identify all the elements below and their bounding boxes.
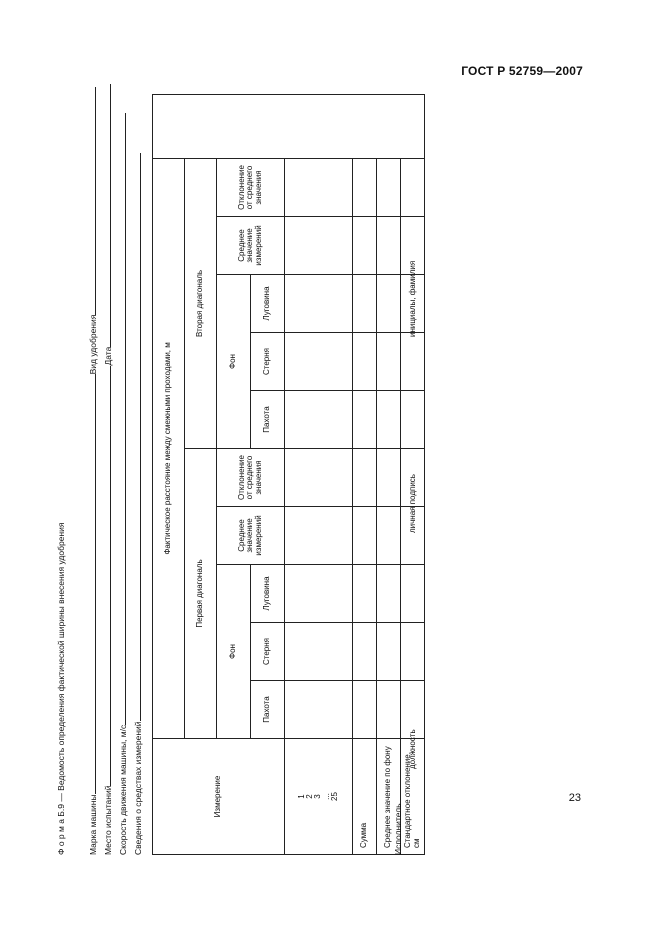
header-background-1: Фон (217, 565, 251, 739)
data-cell (353, 391, 377, 449)
instruments-info-label: Сведения о средствах измерений (133, 721, 143, 855)
signature-row (393, 258, 403, 855)
instruments-info-line (140, 153, 141, 721)
machine-speed-line (125, 113, 126, 725)
header-first-diagonal: Первая диагональ (185, 449, 217, 739)
machine-brand-label: Марка машины (88, 794, 98, 855)
header-stubble-2: Стерня (251, 333, 285, 391)
data-cell (377, 158, 401, 216)
row-number: 3 (313, 794, 323, 799)
header-meadow-1: Луговина (251, 565, 285, 623)
row-number: ... (321, 793, 331, 800)
fertilizer-type-label: Вид удобрения (88, 314, 98, 375)
standard-number: ГОСТ Р 52759—2007 (461, 64, 583, 78)
position-caption: должность (408, 729, 417, 769)
signature-line (400, 469, 401, 659)
signature-caption: личная подпись (408, 474, 417, 533)
data-cell (353, 449, 377, 507)
row-number: 2 (304, 794, 314, 799)
form-title: Ф о р м а Б.9 — Ведомость определения фактической ширины внесения удобрения (56, 522, 66, 855)
data-cell (401, 623, 425, 681)
header-plowing-2: Пахота (251, 391, 285, 449)
row-number: 1 (296, 794, 306, 799)
executor-label: Исполнитель (393, 803, 403, 855)
test-site-line (110, 366, 111, 786)
data-cell (285, 158, 353, 216)
data-cell (285, 391, 353, 449)
data-cell (401, 565, 425, 623)
row-mean-background-label: Среднее значение по фону (377, 739, 401, 855)
date-line (110, 84, 111, 347)
field-row-site (103, 84, 113, 855)
header-mean-1: Среднее значение измерений (217, 507, 285, 565)
machine-brand-line (95, 374, 96, 794)
data-cell (285, 565, 353, 623)
header-meadow-2: Луговина (251, 275, 285, 333)
measurement-table (152, 94, 425, 855)
row-std-dev-label: Стандартное отклонение, см (401, 739, 425, 855)
header-measurement: Измерение (153, 739, 285, 855)
data-cell (401, 391, 425, 449)
data-cell (401, 333, 425, 391)
data-cell (285, 217, 353, 275)
data-cell (353, 158, 377, 216)
data-cell (285, 507, 353, 565)
header-mean-2: Среднее значение измерений (217, 217, 285, 275)
data-cell (353, 565, 377, 623)
position-line (400, 679, 401, 801)
field-row-speed (118, 113, 128, 855)
data-cell (285, 333, 353, 391)
data-cell (353, 333, 377, 391)
rotated-form (56, 75, 436, 855)
name-caption: инициалы, фамилия (408, 260, 417, 337)
machine-speed-label: Скорость движения машины, м/с (118, 724, 128, 855)
data-cell (353, 275, 377, 333)
data-cell (353, 217, 377, 275)
name-line (400, 258, 401, 448)
header-deviation-2: Отклонение от среднего значения (217, 158, 285, 216)
test-site-label: Место испытаний (103, 785, 113, 855)
row-number: 25 (330, 792, 340, 801)
header-deviation-1: Отклонение от среднего значения (217, 449, 285, 507)
data-cell (353, 681, 377, 739)
header-main: Фактическое расстояние между смежными проходами, м (153, 158, 185, 738)
data-cell (353, 507, 377, 565)
data-cell (285, 449, 353, 507)
data-cell (285, 623, 353, 681)
data-cell (285, 681, 353, 739)
data-cell (285, 275, 353, 333)
header-second-diagonal: Вторая диагональ (185, 158, 217, 448)
field-row-brand (88, 87, 98, 855)
field-row-instruments (133, 153, 143, 855)
header-plowing-1: Пахота (251, 681, 285, 739)
data-cell (401, 158, 425, 216)
header-background-2: Фон (217, 275, 251, 449)
fertilizer-type-line (95, 87, 96, 315)
header-stubble-1: Стерня (251, 623, 285, 681)
row-sum-label: Сумма (353, 739, 377, 855)
row-numbers-cell (285, 739, 353, 855)
right-blank-column (153, 94, 425, 158)
data-cell (353, 623, 377, 681)
page-number: 23 (568, 792, 581, 804)
date-label: Дата (103, 346, 113, 366)
